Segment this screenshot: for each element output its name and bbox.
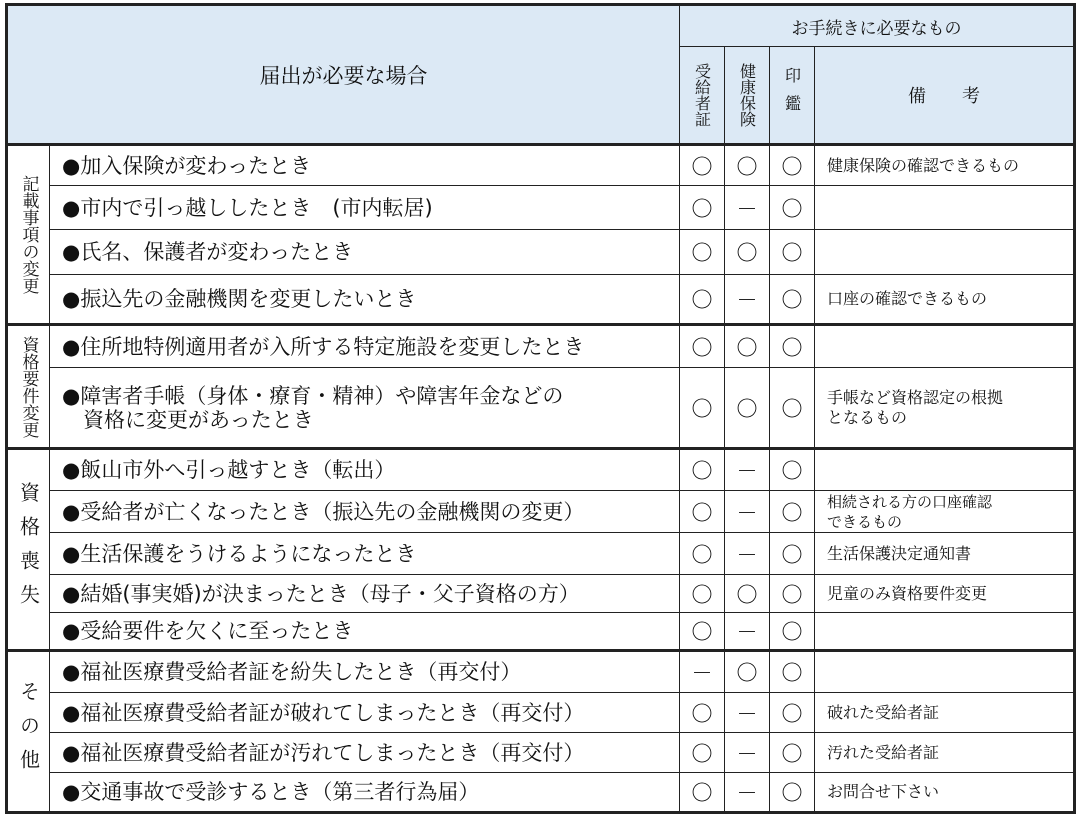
table-row xyxy=(7,575,1075,613)
case-text: ●福祉医療費受給者証を紛失したとき（再交付） xyxy=(50,651,680,693)
header-required-group: お手続きに必要なもの xyxy=(680,5,1075,47)
insurance-mark: 〇 xyxy=(725,145,770,186)
table-row xyxy=(7,773,1075,813)
insurance-mark: － xyxy=(725,186,770,230)
insurance-mark: 〇 xyxy=(725,368,770,449)
card-mark: 〇 xyxy=(680,533,725,575)
table-row xyxy=(7,325,1075,368)
seal-mark: 〇 xyxy=(770,230,815,275)
case-text: ●氏名、保護者が変わったとき xyxy=(50,230,680,275)
card-mark: 〇 xyxy=(680,773,725,813)
insurance-mark: － xyxy=(725,275,770,325)
section-label-text: 記載事項の変更 xyxy=(18,175,39,294)
seal-mark: 〇 xyxy=(770,693,815,733)
card-mark: 〇 xyxy=(680,368,725,449)
note-text xyxy=(815,651,1075,693)
note-text xyxy=(815,449,1075,491)
seal-mark: 〇 xyxy=(770,449,815,491)
header-main: 届出が必要な場合 xyxy=(7,5,680,145)
card-mark: 〇 xyxy=(680,613,725,651)
seal-mark: 〇 xyxy=(770,575,815,613)
seal-mark: 〇 xyxy=(770,533,815,575)
table-row xyxy=(7,693,1075,733)
card-mark: 〇 xyxy=(680,575,725,613)
table-row xyxy=(7,613,1075,651)
case-text: ●市内で引っ越ししたとき (市内転居) xyxy=(50,186,680,230)
seal-mark: 〇 xyxy=(770,651,815,693)
note-text: 児童のみ資格要件変更 xyxy=(815,575,1075,613)
table-row xyxy=(7,230,1075,275)
note-text xyxy=(815,325,1075,368)
header-col-seal xyxy=(770,47,815,145)
card-mark: 〇 xyxy=(680,145,725,186)
notification-table xyxy=(5,3,1076,814)
seal-mark: 〇 xyxy=(770,325,815,368)
insurance-mark: － xyxy=(725,733,770,773)
note-text xyxy=(815,186,1075,230)
insurance-mark: － xyxy=(725,533,770,575)
header-col-insurance-label: 健康保険 xyxy=(737,63,757,127)
case-text: ●障害者手帳（身体・療育・精神）や障害年金などの 資格に変更があったとき xyxy=(50,368,680,449)
header-col-card-label: 受給者証 xyxy=(692,63,712,127)
note-text: 生活保護決定通知書 xyxy=(815,533,1075,575)
card-mark: 〇 xyxy=(680,186,725,230)
case-text: ●生活保護をうけるようになったとき xyxy=(50,533,680,575)
card-mark: － xyxy=(680,651,725,693)
section-label xyxy=(7,325,50,449)
seal-mark: 〇 xyxy=(770,186,815,230)
case-text: ●交通事故で受診するとき（第三者行為届） xyxy=(50,773,680,813)
section-label xyxy=(7,651,50,813)
note-text: 破れた受給者証 xyxy=(815,693,1075,733)
section-label-text: 資格要件変更 xyxy=(18,335,39,438)
insurance-mark: 〇 xyxy=(725,325,770,368)
card-mark: 〇 xyxy=(680,449,725,491)
insurance-mark: － xyxy=(725,449,770,491)
table-row xyxy=(7,275,1075,325)
header-col-seal-label: 印鑑 xyxy=(782,67,802,123)
table-row xyxy=(7,449,1075,491)
seal-mark: 〇 xyxy=(770,733,815,773)
section-label-text: その他 xyxy=(16,680,41,783)
seal-mark: 〇 xyxy=(770,145,815,186)
card-mark: 〇 xyxy=(680,230,725,275)
insurance-mark: 〇 xyxy=(725,230,770,275)
case-text: ●住所地特例適用者が入所する特定施設を変更したとき xyxy=(50,325,680,368)
insurance-mark: － xyxy=(725,613,770,651)
insurance-mark: － xyxy=(725,491,770,533)
insurance-mark: 〇 xyxy=(725,575,770,613)
note-text: お問合せ下さい xyxy=(815,773,1075,813)
note-text xyxy=(815,230,1075,275)
table-row xyxy=(7,491,1075,533)
table-row xyxy=(7,368,1075,449)
table-row xyxy=(7,651,1075,693)
note-text xyxy=(815,613,1075,651)
card-mark: 〇 xyxy=(680,275,725,325)
section-label xyxy=(7,449,50,651)
card-mark: 〇 xyxy=(680,325,725,368)
seal-mark: 〇 xyxy=(770,275,815,325)
case-text: ●受給者が亡くなったとき（振込先の金融機関の変更） xyxy=(50,491,680,533)
case-text: ●振込先の金融機関を変更したいとき xyxy=(50,275,680,325)
card-mark: 〇 xyxy=(680,733,725,773)
header-col-notes: 備 考 xyxy=(815,47,1075,145)
seal-mark: 〇 xyxy=(770,773,815,813)
seal-mark: 〇 xyxy=(770,368,815,449)
header-col-card xyxy=(680,47,725,145)
case-text: ●福祉医療費受給者証が破れてしまったとき（再交付） xyxy=(50,693,680,733)
case-text: ●福祉医療費受給者証が汚れてしまったとき（再交付） xyxy=(50,733,680,773)
table-row xyxy=(7,186,1075,230)
case-text: ●飯山市外へ引っ越すとき（転出） xyxy=(50,449,680,491)
note-text: 相続される方の口座確認 できるもの xyxy=(815,491,1075,533)
card-mark: 〇 xyxy=(680,491,725,533)
section-label xyxy=(7,145,50,325)
insurance-mark: 〇 xyxy=(725,651,770,693)
table-row xyxy=(7,533,1075,575)
note-text: 汚れた受給者証 xyxy=(815,733,1075,773)
section-label-text: 資格喪失 xyxy=(16,481,41,618)
case-text: ●受給要件を欠くに至ったとき xyxy=(50,613,680,651)
header-col-insurance xyxy=(725,47,770,145)
insurance-mark: － xyxy=(725,693,770,733)
seal-mark: 〇 xyxy=(770,491,815,533)
table-row xyxy=(7,145,1075,186)
case-text: ●結婚(事実婚)が決まったとき（母子・父子資格の方） xyxy=(50,575,680,613)
card-mark: 〇 xyxy=(680,693,725,733)
table-row xyxy=(7,733,1075,773)
note-text: 健康保険の確認できるもの xyxy=(815,145,1075,186)
insurance-mark: － xyxy=(725,773,770,813)
note-text: 口座の確認できるもの xyxy=(815,275,1075,325)
case-text: ●加入保険が変わったとき xyxy=(50,145,680,186)
seal-mark: 〇 xyxy=(770,613,815,651)
note-text: 手帳など資格認定の根拠 となるもの xyxy=(815,368,1075,449)
